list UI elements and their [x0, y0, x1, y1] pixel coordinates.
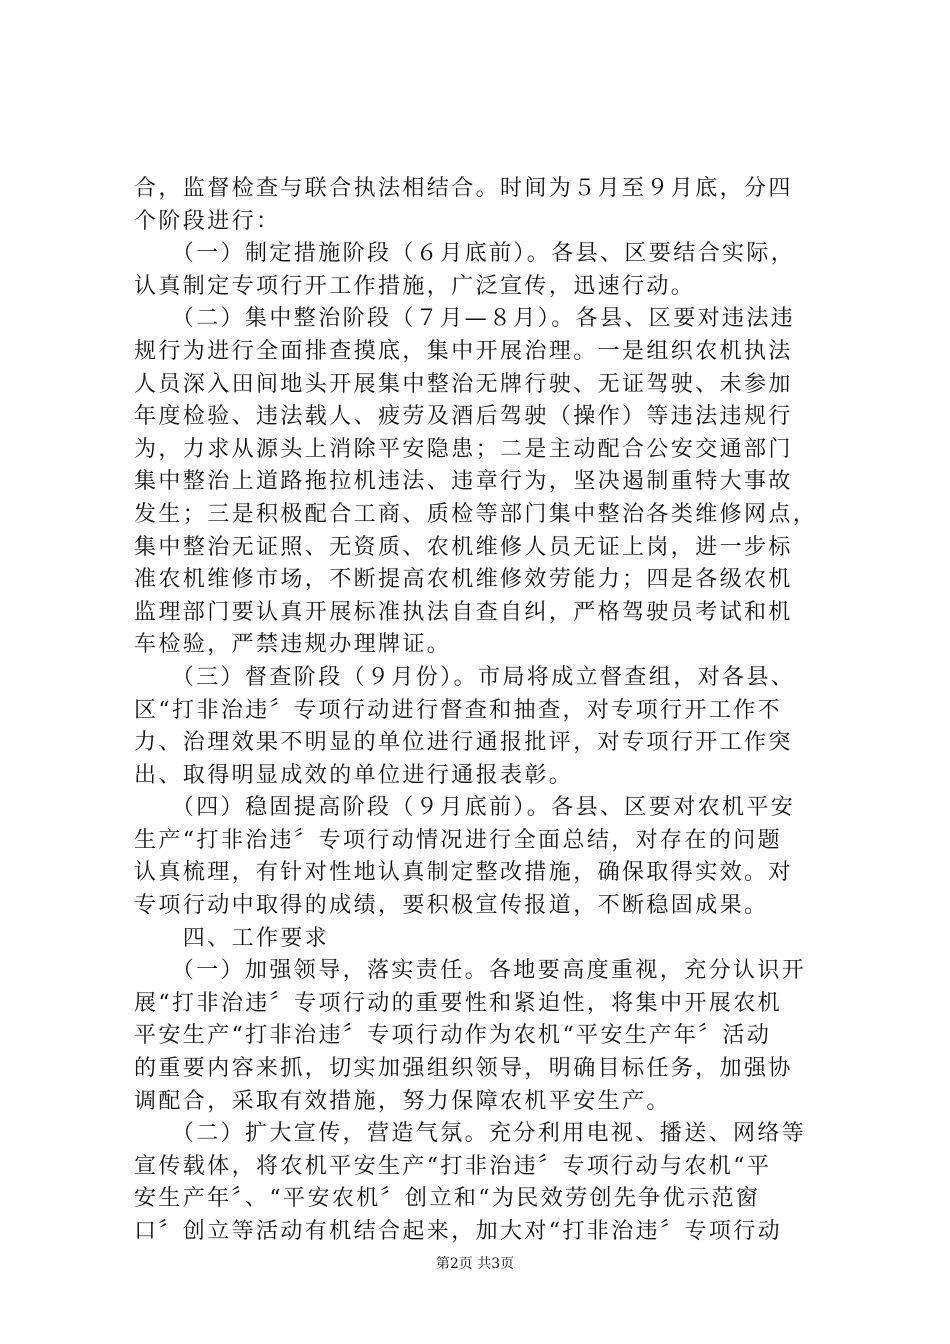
text-line: 专项行动中取得的成绩，要积极宣传报道，不断稳固成果。 — [134, 893, 769, 919]
page-number: 第2页 共3页 — [435, 1256, 515, 1272]
section-heading: 四、工作要求 — [134, 925, 330, 951]
text-line: 车检验，严禁违规办理牌证。 — [134, 632, 452, 658]
text-line: 生产“打非治违〞专项行动情况进行全面总结，对存在的问题 — [134, 827, 783, 853]
text-line: 集中整治上道路拖拉机违法、违章行为，坚决遏制重特大事故 — [134, 469, 793, 495]
text-line: 人员深入田间地头开展集中整治无牌行驶、无证驾驶、未参加 — [134, 371, 793, 397]
text-line: （四）稳固提高阶段（９月底前）。各县、区要对农机平安 — [134, 795, 796, 821]
text-line: 出、取得明显成效的单位进行通报表彰。 — [134, 762, 574, 788]
text-line: （一）制定措施阶段（６月底前）。各县、区要结合实际， — [134, 241, 796, 267]
text-line: （一）加强领导，落实责任。各地要高度重视，充分认识开 — [134, 958, 807, 984]
text-line: 认真制定专项行开工作措施，广泛宣传，迅速行动。 — [134, 273, 696, 299]
text-line: （二）集中整治阶段（７月—８月）。各县、区要对违法违 — [134, 306, 796, 332]
text-line: 集中整治无证照、无资质、农机维修人员无证上岗，进一步标 — [134, 534, 793, 560]
text-line: 宣传载体，将农机平安生产“打非治违〞专项行动与农机“平 — [134, 1153, 772, 1179]
text-line: （三）督查阶段（９月份）。市局将成立督查组，对各县、 — [134, 664, 796, 690]
text-line: 调配合，采取有效措施，努力保障农机平安生产。 — [134, 1088, 671, 1114]
text-line: 监理部门要认真开展标准执法自查自纠，严格驾驶员考试和机 — [134, 599, 793, 625]
page-footer — [0, 1254, 950, 1274]
text-line: 安生产年〞、“平安农机〞创立和“为民效劳创先争优示范窗 — [134, 1186, 761, 1212]
text-line: 区“打非治违〞专项行动进行督查和抽查，对专项行开工作不 — [134, 697, 783, 723]
text-line: 年度检验、违法载人、疲劳及酒后驾驶（操作）等违法违规行 — [134, 404, 793, 430]
text-line: 力、治理效果不明显的单位进行通报批评，对专项行开工作突 — [134, 730, 793, 756]
text-line: 展“打非治违〞专项行动的重要性和紧迫性，将集中开展农机 — [134, 990, 783, 1016]
text-line: 的重要内容来抓，切实加强组织领导，明确目标任务，加强协 — [134, 1056, 793, 1082]
text-line: 为，力求从源头上消除平安隐患；二是主动配合公安交通部门 — [134, 436, 793, 462]
text-line: 合，监督检查与联合执法相结合。时间为５月至９月底，分四 — [134, 176, 793, 201]
text-line: （二）扩大宣传，营造气氛。充分利用电视、播送、网络等 — [134, 1121, 807, 1147]
text-line: 口〞创立等活动有机结合起来，加大对“打非治违〞专项行动 — [134, 1219, 783, 1244]
text-line: 平安生产“打非治违〞专项行动作为农机“平安生产年〞活动 — [134, 1023, 772, 1049]
text-line: 发生；三是积极配合工商、质检等部门集中整治各类维修网点， — [134, 501, 818, 527]
text-line: 准农机维修市场，不断提高农机维修效劳能力；四是各级农机 — [134, 567, 793, 593]
text-line: 认真梳理，有针对性地认真制定整改措施，确保取得实效。对 — [134, 860, 793, 886]
text-line: 规行为进行全面排查摸底，集中开展治理。一是组织农机执法 — [134, 338, 793, 364]
text-line: 个阶段进行： — [134, 208, 281, 234]
document-body — [134, 173, 834, 1249]
